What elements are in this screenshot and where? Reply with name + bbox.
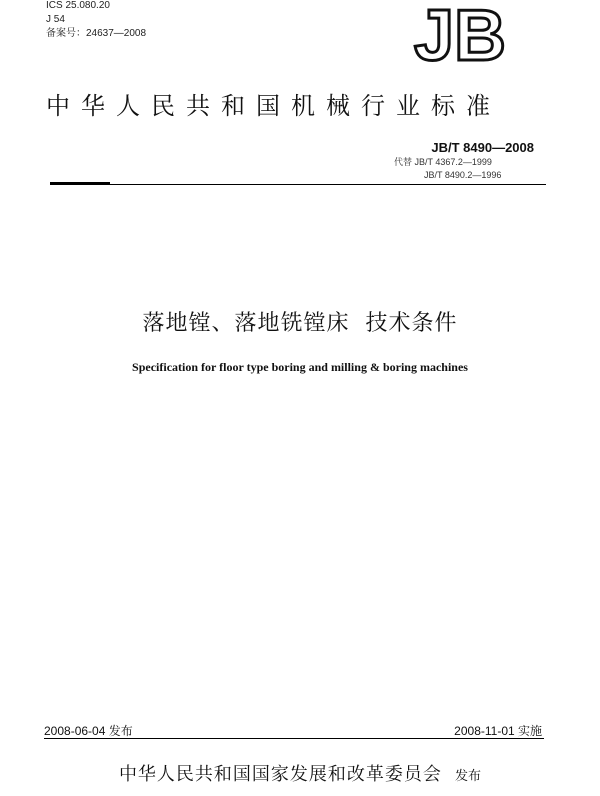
- replaces-line-1: 代替 JB/T 4367.2—1999: [394, 157, 492, 167]
- jb-logo: [400, 0, 520, 66]
- footer-rule: [44, 738, 544, 739]
- header-rule: [50, 184, 546, 185]
- issue-date: 2008-06-04 发布: [44, 724, 133, 738]
- replaces-line-2: JB/T 8490.2—1996: [424, 170, 502, 180]
- jb-logo-text: JB: [413, 0, 507, 66]
- issuer-action: 发布: [455, 769, 482, 784]
- org-title: 中华人民共和国机械行业标准: [46, 92, 501, 120]
- issuer: [0, 760, 600, 786]
- implementation-date: 2008-11-01 实施: [454, 724, 542, 738]
- ics-code: ICS 25.080.20: [46, 0, 110, 11]
- standard-number: JB/T 8490—2008: [431, 140, 534, 155]
- ccs-code: J 54: [46, 14, 65, 25]
- issuer-name: 中华人民共和国国家发展和改革委员会: [118, 764, 442, 785]
- record-number: 备案号：24637—2008: [46, 28, 147, 39]
- document-title-cn: 落地镗、落地铣镗床 技术条件: [142, 311, 458, 336]
- document-title-en: Specification for floor type boring and milling & boring machines: [132, 360, 468, 374]
